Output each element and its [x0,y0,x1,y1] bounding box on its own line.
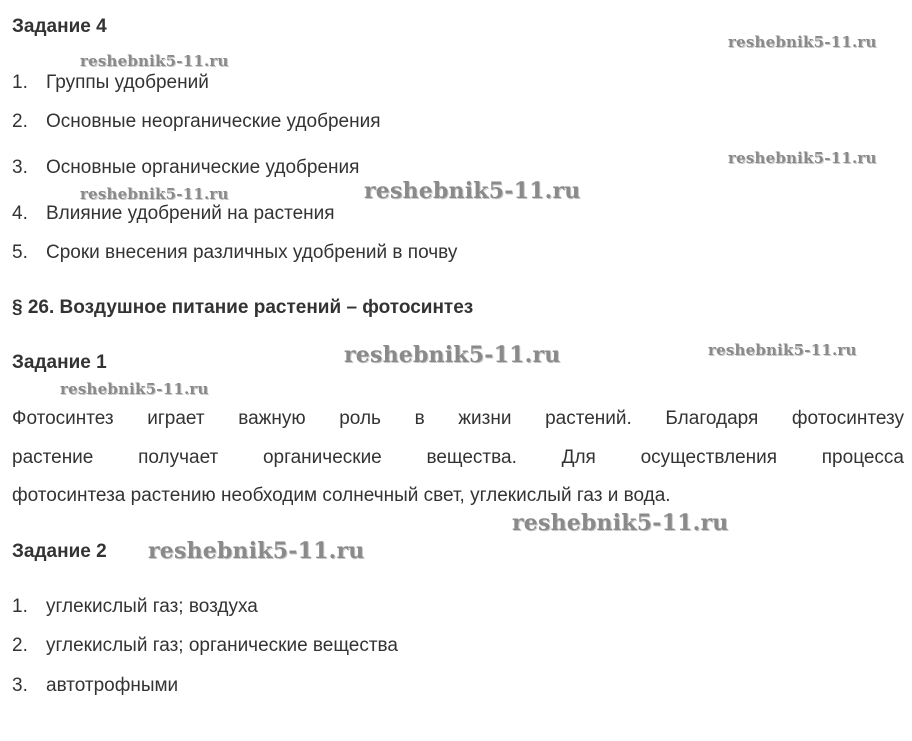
list-number: 5. [12,242,28,263]
list-text: автотрофными [46,675,179,696]
list-text: Влияние удобрений на растения [46,203,335,224]
list-text: углекислый газ; воздуха [46,596,258,617]
watermark: reshebnik5-11.ru [728,33,877,51]
list-text: Сроки внесения различных удобрений в почву [46,242,458,263]
watermark: reshebnik5-11.ru [364,178,581,204]
list-number: 2. [12,111,28,132]
task4-list-item-4 [12,203,335,225]
list-number: 4. [12,203,28,224]
watermark: reshebnik5-11.ru [708,341,857,359]
section-heading: § 26. Воздушное питание растений – фотосинтез [12,297,474,318]
task2-heading: Задание 2 [12,541,107,562]
list-text: Группы удобрений [46,72,209,93]
watermark: reshebnik5-11.ru [148,538,365,564]
watermark: reshebnik5-11.ru [60,380,209,398]
task4-list-item-5 [12,242,457,264]
task1-heading: Задание 1 [12,352,107,373]
task2-list-item-2 [12,635,398,657]
task4-list-item-3 [12,157,359,179]
task4-list-item-1 [12,72,209,94]
list-text: углекислый газ; органические вещества [46,635,399,656]
list-number: 2. [12,635,28,656]
list-text: Основные неорганические удобрения [46,111,381,132]
watermark: reshebnik5-11.ru [80,185,229,203]
task1-paragraph-line-1: Фотосинтез играет важную роль в жизни растений. Благодаря фотосинтезу [12,408,904,429]
task1-paragraph-line-3: фотосинтеза растению необходим солнечный свет, углекислый газ и вода. [12,485,671,506]
task1-paragraph-line-2: растение получает органические вещества. Для осуществления процесса [12,447,904,468]
watermark: reshebnik5-11.ru [344,342,561,368]
list-number: 3. [12,157,28,178]
list-text: Основные органические удобрения [46,157,360,178]
task4-heading: Задание 4 [12,16,107,37]
task2-list-item-1 [12,596,258,618]
watermark: reshebnik5-11.ru [512,510,729,536]
watermark: reshebnik5-11.ru [728,149,877,167]
task2-list-item-3 [12,675,178,697]
list-number: 1. [12,596,28,617]
list-number: 1. [12,72,28,93]
watermark: reshebnik5-11.ru [80,52,229,70]
task4-list-item-2 [12,111,380,133]
list-number: 3. [12,675,28,696]
